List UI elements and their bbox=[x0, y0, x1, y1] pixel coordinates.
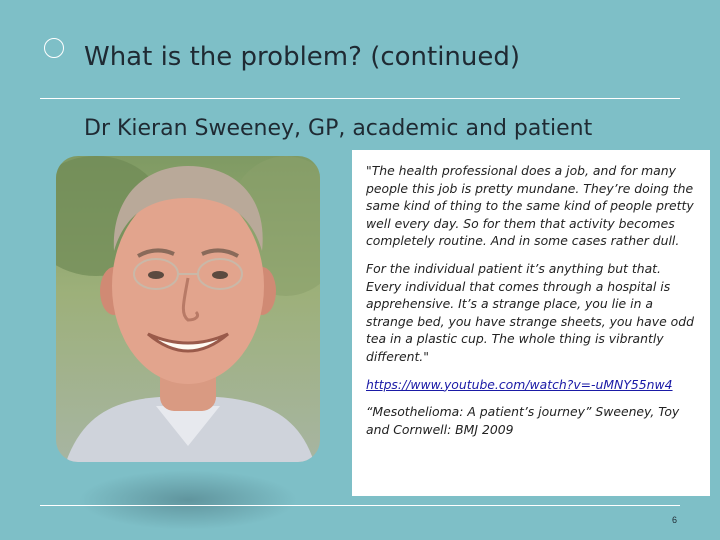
slide-title: What is the problem? (continued) bbox=[84, 42, 521, 72]
footer-divider bbox=[40, 505, 680, 506]
quote-paragraph-1: "The health professional does a job, and for many people this job is pretty mundane. They’re doing the same kind of thing to the same kind of people pretty well every day. So for them that activity becomes completely routine. And in some cases rather dull. bbox=[366, 163, 694, 249]
portrait-photo bbox=[56, 156, 320, 462]
page-number: 6 bbox=[672, 515, 678, 525]
quote-box bbox=[352, 150, 710, 496]
youtube-link[interactable]: https://www.youtube.com/watch?v=-uMNY55nw4 bbox=[366, 376, 673, 392]
portrait-shadow bbox=[78, 470, 298, 530]
circle-outline-icon bbox=[44, 38, 64, 58]
slide-subtitle: Dr Kieran Sweeney, GP, academic and patient bbox=[84, 116, 593, 141]
quote-paragraph-2: For the individual patient it’s anything but that. Every individual that comes through a hospital is apprehensive. It’s a strange place, you lie in a strange bed, you have strange sheets, you have odd tea in a plastic cup. The whole thing is vibrantly different." bbox=[366, 260, 694, 364]
title-divider bbox=[40, 98, 680, 99]
citation: “Mesothelioma: A patient’s journey” Sweeney, Toy and Cornwell: BMJ 2009 bbox=[366, 404, 680, 437]
portrait-illustration bbox=[56, 156, 320, 462]
